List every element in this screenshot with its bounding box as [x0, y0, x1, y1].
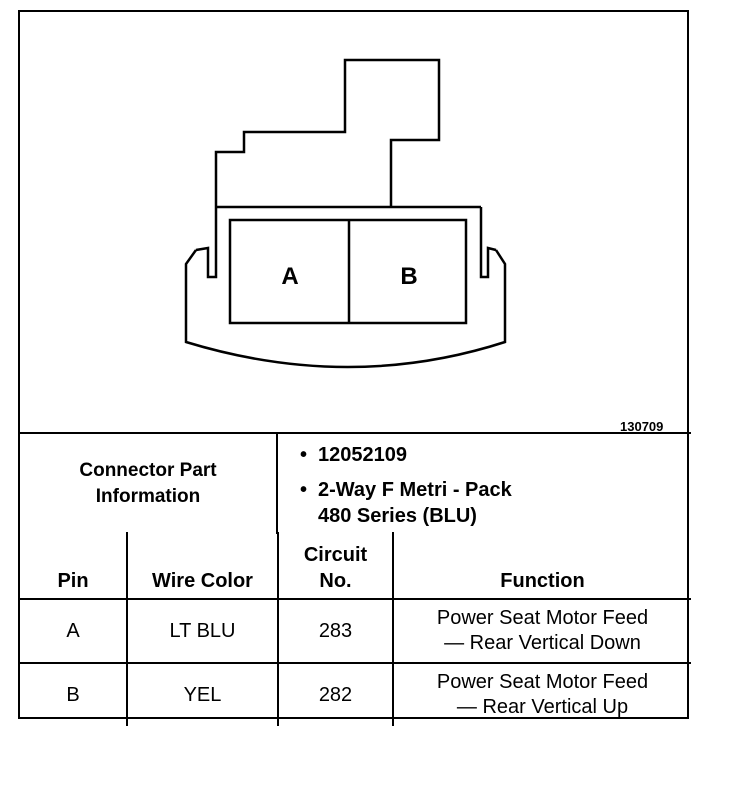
connector-drawing [20, 12, 691, 434]
description-line1 [300, 479, 512, 502]
bullet-icon: • [300, 479, 308, 501]
header-pin: Pin [20, 532, 127, 599]
function-line2: — Rear Vertical Up [456, 696, 629, 718]
pin-cell: A [20, 599, 127, 663]
right-hook [481, 207, 496, 277]
cavity-label-b: B [400, 263, 418, 290]
bullet-icon: • [300, 444, 308, 466]
info-label-line1: Connector Part [79, 460, 217, 481]
connector-part-info [20, 432, 691, 534]
part-number-line [300, 444, 407, 467]
description-line2 [318, 505, 477, 528]
header-wire-color: Wire Color [127, 532, 278, 599]
cavity-label-a: A [281, 263, 299, 290]
part-number: 12052109 [318, 444, 407, 466]
header-circuit-line1: Circuit [303, 544, 368, 566]
wire-color-cell: LT BLU [127, 599, 278, 663]
pin-cell: B [20, 663, 127, 726]
pin-table [20, 532, 691, 726]
function-line1: Power Seat Motor Feed [436, 671, 649, 693]
left-hook [196, 207, 216, 277]
wire-color-cell: YEL [127, 663, 278, 726]
table-header-row [20, 532, 691, 599]
connector-latch [216, 60, 439, 207]
circuit-cell: 282 [278, 663, 393, 726]
description-text-1: 2-Way F Metri - Pack [318, 479, 512, 501]
connector-figure [18, 10, 689, 719]
header-circuit [278, 532, 393, 599]
description-text-2: 480 Series (BLU) [318, 505, 477, 527]
table-row [20, 599, 691, 663]
function-line2: — Rear Vertical Down [444, 632, 641, 654]
table-row [20, 663, 691, 726]
function-cell [393, 663, 691, 726]
connector-housing [186, 250, 505, 367]
header-circuit-line2: No. [319, 570, 352, 592]
connector-diagram [20, 12, 691, 434]
info-label [20, 434, 278, 534]
circuit-cell: 283 [278, 599, 393, 663]
header-function: Function [393, 532, 691, 599]
function-line1: Power Seat Motor Feed [436, 607, 649, 629]
info-label-line2: Information [95, 486, 201, 507]
function-cell [393, 599, 691, 663]
figure-id: 130709 [620, 419, 664, 434]
info-values [278, 434, 691, 534]
